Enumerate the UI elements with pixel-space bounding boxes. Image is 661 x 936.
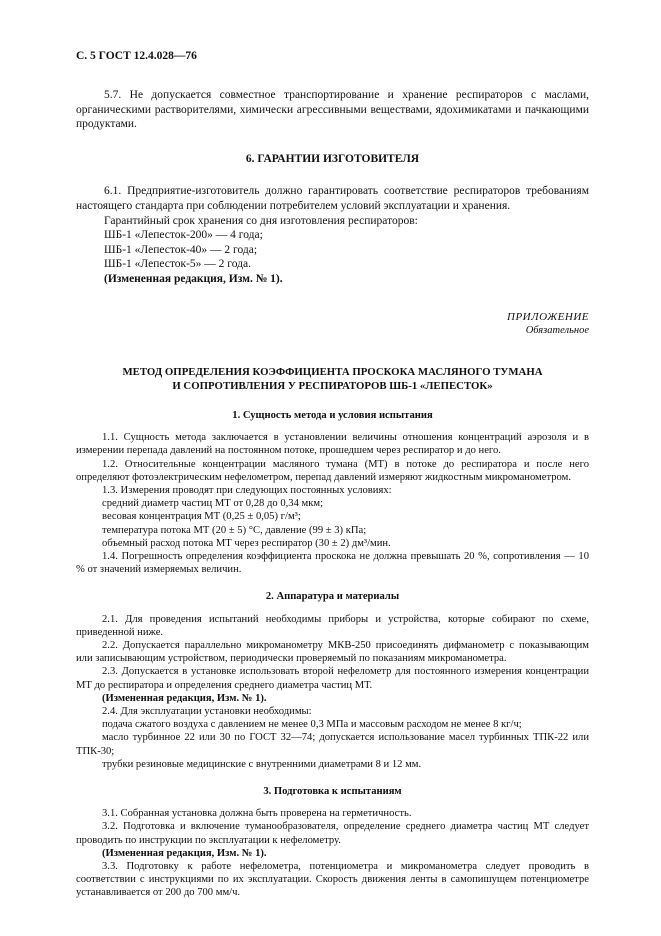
amendment-note-1: (Измененная редакция, Изм. № 1).: [104, 272, 283, 285]
standard-body: [76, 88, 589, 287]
paragraph-6-1: 6.1. Предприятие-изготовитель должно гарантировать соответствие респираторов требованиям настоящего стандарта при соблюдении потребителем условий эксплуатации и хранения.: [76, 185, 589, 212]
paragraph-1-4: 1.4. Погрешность определения коэффициента проскока не должна превышать 20 %, сопротивления — 10 % от значений измеряемых величин.: [76, 550, 589, 576]
appendix-sublabel: Обязательное: [525, 324, 589, 336]
paragraph-2-4: 2.4. Для эксплуатации установки необходимы:: [102, 706, 312, 717]
condition-item-2: весовая концентрация МТ (0,25 ± 0,05) г/м³;: [102, 511, 301, 523]
paragraph-1-1: 1.1. Сущность метода заключается в установлении величины отношения концентраций аэрозоля и в измерении перепада давлений на постоянном потоке, прошедшем через респиратор и до него.: [76, 432, 589, 457]
condition-item-3: температура потока МТ (20 ± 5) °С, давление (99 ± 3) кПа;: [102, 524, 367, 536]
paragraph-3-3: 3.3. Подготовку к работе нефелометра, потенциометра и микроманометра следует проводить в соответствии с инструкциями по их эксплуатации. Скорость движения ленты в самопишущем потенциометре устанавливается от 200 до 700 мм/ч.: [76, 861, 589, 899]
requirement-item-2: масло турбинное 22 или 30 по ГОСТ 32—74; допускается использование масел турбинных ТПК-22 или ТПК-30;: [76, 732, 589, 757]
amendment-note-3: (Измененная редакция, Изм. № 1).: [102, 847, 267, 859]
requirement-item-1: подача сжатого воздуха с давлением не менее 0,3 МПа и массовым расходом не менее 8 кг/ч;: [102, 719, 522, 731]
appendix-title: [76, 365, 589, 393]
condition-item-4: объемный расход потока МТ через респиратор (30 ± 2) дм³/мин.: [102, 537, 391, 549]
warranty-item-3: ШБ-1 «Лепесток-5» — 2 года.: [104, 258, 251, 271]
paragraph-2-3: 2.3. Допускается в установке использовать второй нефелометр для постоянного измерения концентрации МТ до респиратора и определения среднего диаметра частиц МТ.: [76, 666, 589, 691]
requirement-item-3: трубки резиновые медицинские с внутренними диаметрами 8 и 12 мм.: [102, 758, 422, 770]
appendix-section: [76, 311, 589, 900]
paragraph-2-1: 2.1. Для проведения испытаний необходимы приборы и устройства, которые собирают по схеме, приведенной ниже.: [76, 613, 589, 638]
appendix-label: ПРИЛОЖЕНИЕ: [507, 310, 589, 323]
warranty-item-2: ШБ-1 «Лепесток-40» — 2 года;: [104, 243, 258, 256]
warranty-item-1: ШБ-1 «Лепесток-200» — 4 года;: [104, 229, 263, 242]
appendix-heading-1: 1. Сущность метода и условия испытания: [232, 409, 433, 421]
appendix-heading-2: 2. Аппаратура и материалы: [265, 591, 400, 603]
appendix-title-line-2: И СОПРОТИВЛЕНИЯ У РЕСПИРАТОРОВ ШБ-1 «ЛЕПЕСТОК»: [172, 379, 493, 392]
warranty-intro-line: Гарантийный срок хранения со дня изготовления респираторов:: [104, 214, 418, 227]
paragraph-1-2: 1.2. Относительные концентрации масляного тумана (МТ) в потоке до респиратора и после него определяют фотоэлектрическим нефелометром, перепад давлений измеряют жидкостным микроманометром.: [76, 458, 589, 483]
appendix-title-line-1: МЕТОД ОПРЕДЕЛЕНИЯ КОЭФФИЦИЕНТА ПРОСКОКА МАСЛЯНОГО ТУМАНА: [122, 365, 543, 378]
page-header: С. 5 ГОСТ 12.4.028—76: [76, 50, 197, 62]
paragraph-3-2: 3.2. Подготовка и включение туманообразователя, определение среднего диаметра частиц МТ следует проводить по инструкции по эксплуатации к нефелометру.: [76, 821, 589, 846]
condition-item-1: средний диаметр частиц МТ от 0,28 до 0,34 мкм;: [102, 498, 324, 510]
amendment-note-2: (Измененная редакция, Изм. № 1).: [102, 692, 267, 704]
paragraph-3-1: 3.1. Собранная установка должна быть проверена на герметичность.: [102, 808, 412, 820]
paragraph-1-3: 1.3. Измерения проводят при следующих постоянных условиях:: [102, 484, 392, 496]
appendix-heading-3: 3. Подготовка к испытаниям: [263, 786, 402, 798]
paragraph-5-7: 5.7. Не допускается совместное транспортирование и хранение респираторов с маслами, органическими растворителями, химически агрессивными веществами, ядохимикатами и пачкающими продуктами.: [76, 89, 589, 131]
section-6-heading: 6. ГАРАНТИИ ИЗГОТОВИТЕЛЯ: [245, 152, 420, 165]
paragraph-2-2: 2.2. Допускается параллельно микроманометру МКВ-250 присоединять дифманометр с показывающим или записывающим устройством, периодически проверяемый по показаниям микроманометра.: [76, 639, 589, 665]
appendix-label-block: [76, 311, 589, 337]
